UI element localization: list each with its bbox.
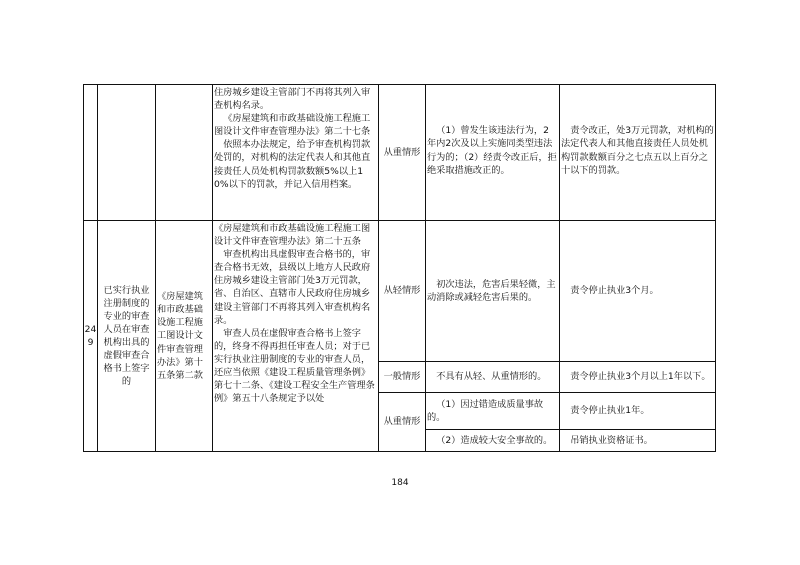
penalty-heavy-upper: 责令改正，处3万元罚款，对机构的法定代表人和其他直接责任人员处机构罚款数额百分之七点五以上百分之十以下的罚款。 <box>561 125 714 176</box>
severity-heavy: 从重情形 <box>383 416 421 428</box>
legal-basis: 《房屋建筑和市政基础设施工程施工图设计文件审查管理办法》第十五条第二款 <box>157 291 203 381</box>
condition-heavy-upper: （1）曾发生该违法行为，2年内2次及以上实施同类型违法行为的；（2）经责令改正后，拒绝采取措施改正的。 <box>427 125 557 176</box>
penalty-heavy-2: 吊销执业资格证书。 <box>570 434 653 446</box>
condition-heavy-2: （2）造成较大安全事故的。 <box>436 434 553 446</box>
statute-text-upper <box>214 86 377 219</box>
statute-paragraph: 住房城乡建设主管部门不再将其列入审查机构名录。 <box>214 87 371 112</box>
page-number: 184 <box>391 478 409 488</box>
col-divider <box>97 84 98 452</box>
col-divider <box>425 84 426 452</box>
table-border-bottom <box>83 451 716 452</box>
severity-general: 一般情形 <box>383 371 421 383</box>
penalty-light: 责令停止执业3个月。 <box>570 285 659 297</box>
penalty-heavy-1: 责令停止执业1年。 <box>570 405 650 417</box>
violation-description: 已实行执业注册制度的专业的审查人员在审查机构出具的虚假审查合格书上签字的 <box>103 284 150 388</box>
statute-paragraph: 《房屋建筑和市政基础设施工程施工图设计文件审查管理办法》第二十七条 <box>214 113 371 138</box>
item-number: 249 <box>84 323 97 348</box>
condition-heavy-1: （1）因过错造成质量事故的。 <box>427 398 544 423</box>
penalty-general: 责令停止执业3个月以上1年以下。 <box>570 371 711 383</box>
statute-paragraph: 审查人员在虚假审查合格书上签字的，终身不得再担任审查人员；对于已实行执业注册制度的专业的审查人员，还应当依照《建设工程质量管理条例》第七十二条、《建设工程安全生产管理条例》第五十八条规定予以处 <box>214 327 375 405</box>
statute-paragraph: 《房屋建筑和市政基础设施工程施工图设计文件审查管理办法》第二十五条 <box>214 223 371 248</box>
statute-paragraph: 依照本办法规定，给予审查机构罚款处罚的，对机构的法定代表人和其他直接责任人员处机构罚款数额5%以上10%以下的罚款，并记入信用档案。 <box>214 139 371 190</box>
table-border-right <box>715 84 716 452</box>
col-divider <box>155 84 156 452</box>
col-divider <box>559 84 560 452</box>
severity-light: 从轻情形 <box>383 285 421 297</box>
condition-light: 初次违法，危害后果轻微，主动消除或减轻危害后果的。 <box>427 278 556 303</box>
col-divider <box>212 84 213 452</box>
statute-paragraph: 审查机构出具虚假审查合格书的，审查合格书无效，县级以上地方人民政府住房城乡建设主管部门处3万元罚款，省、自治区、直辖市人民政府住房城乡建设主管部门不再将其列入审查机构名录。 <box>214 249 371 326</box>
statute-text-249 <box>214 222 377 450</box>
severity-heavy-upper: 从重情形 <box>383 146 421 158</box>
condition-general: 不具有从轻、从重情形的。 <box>436 371 547 383</box>
